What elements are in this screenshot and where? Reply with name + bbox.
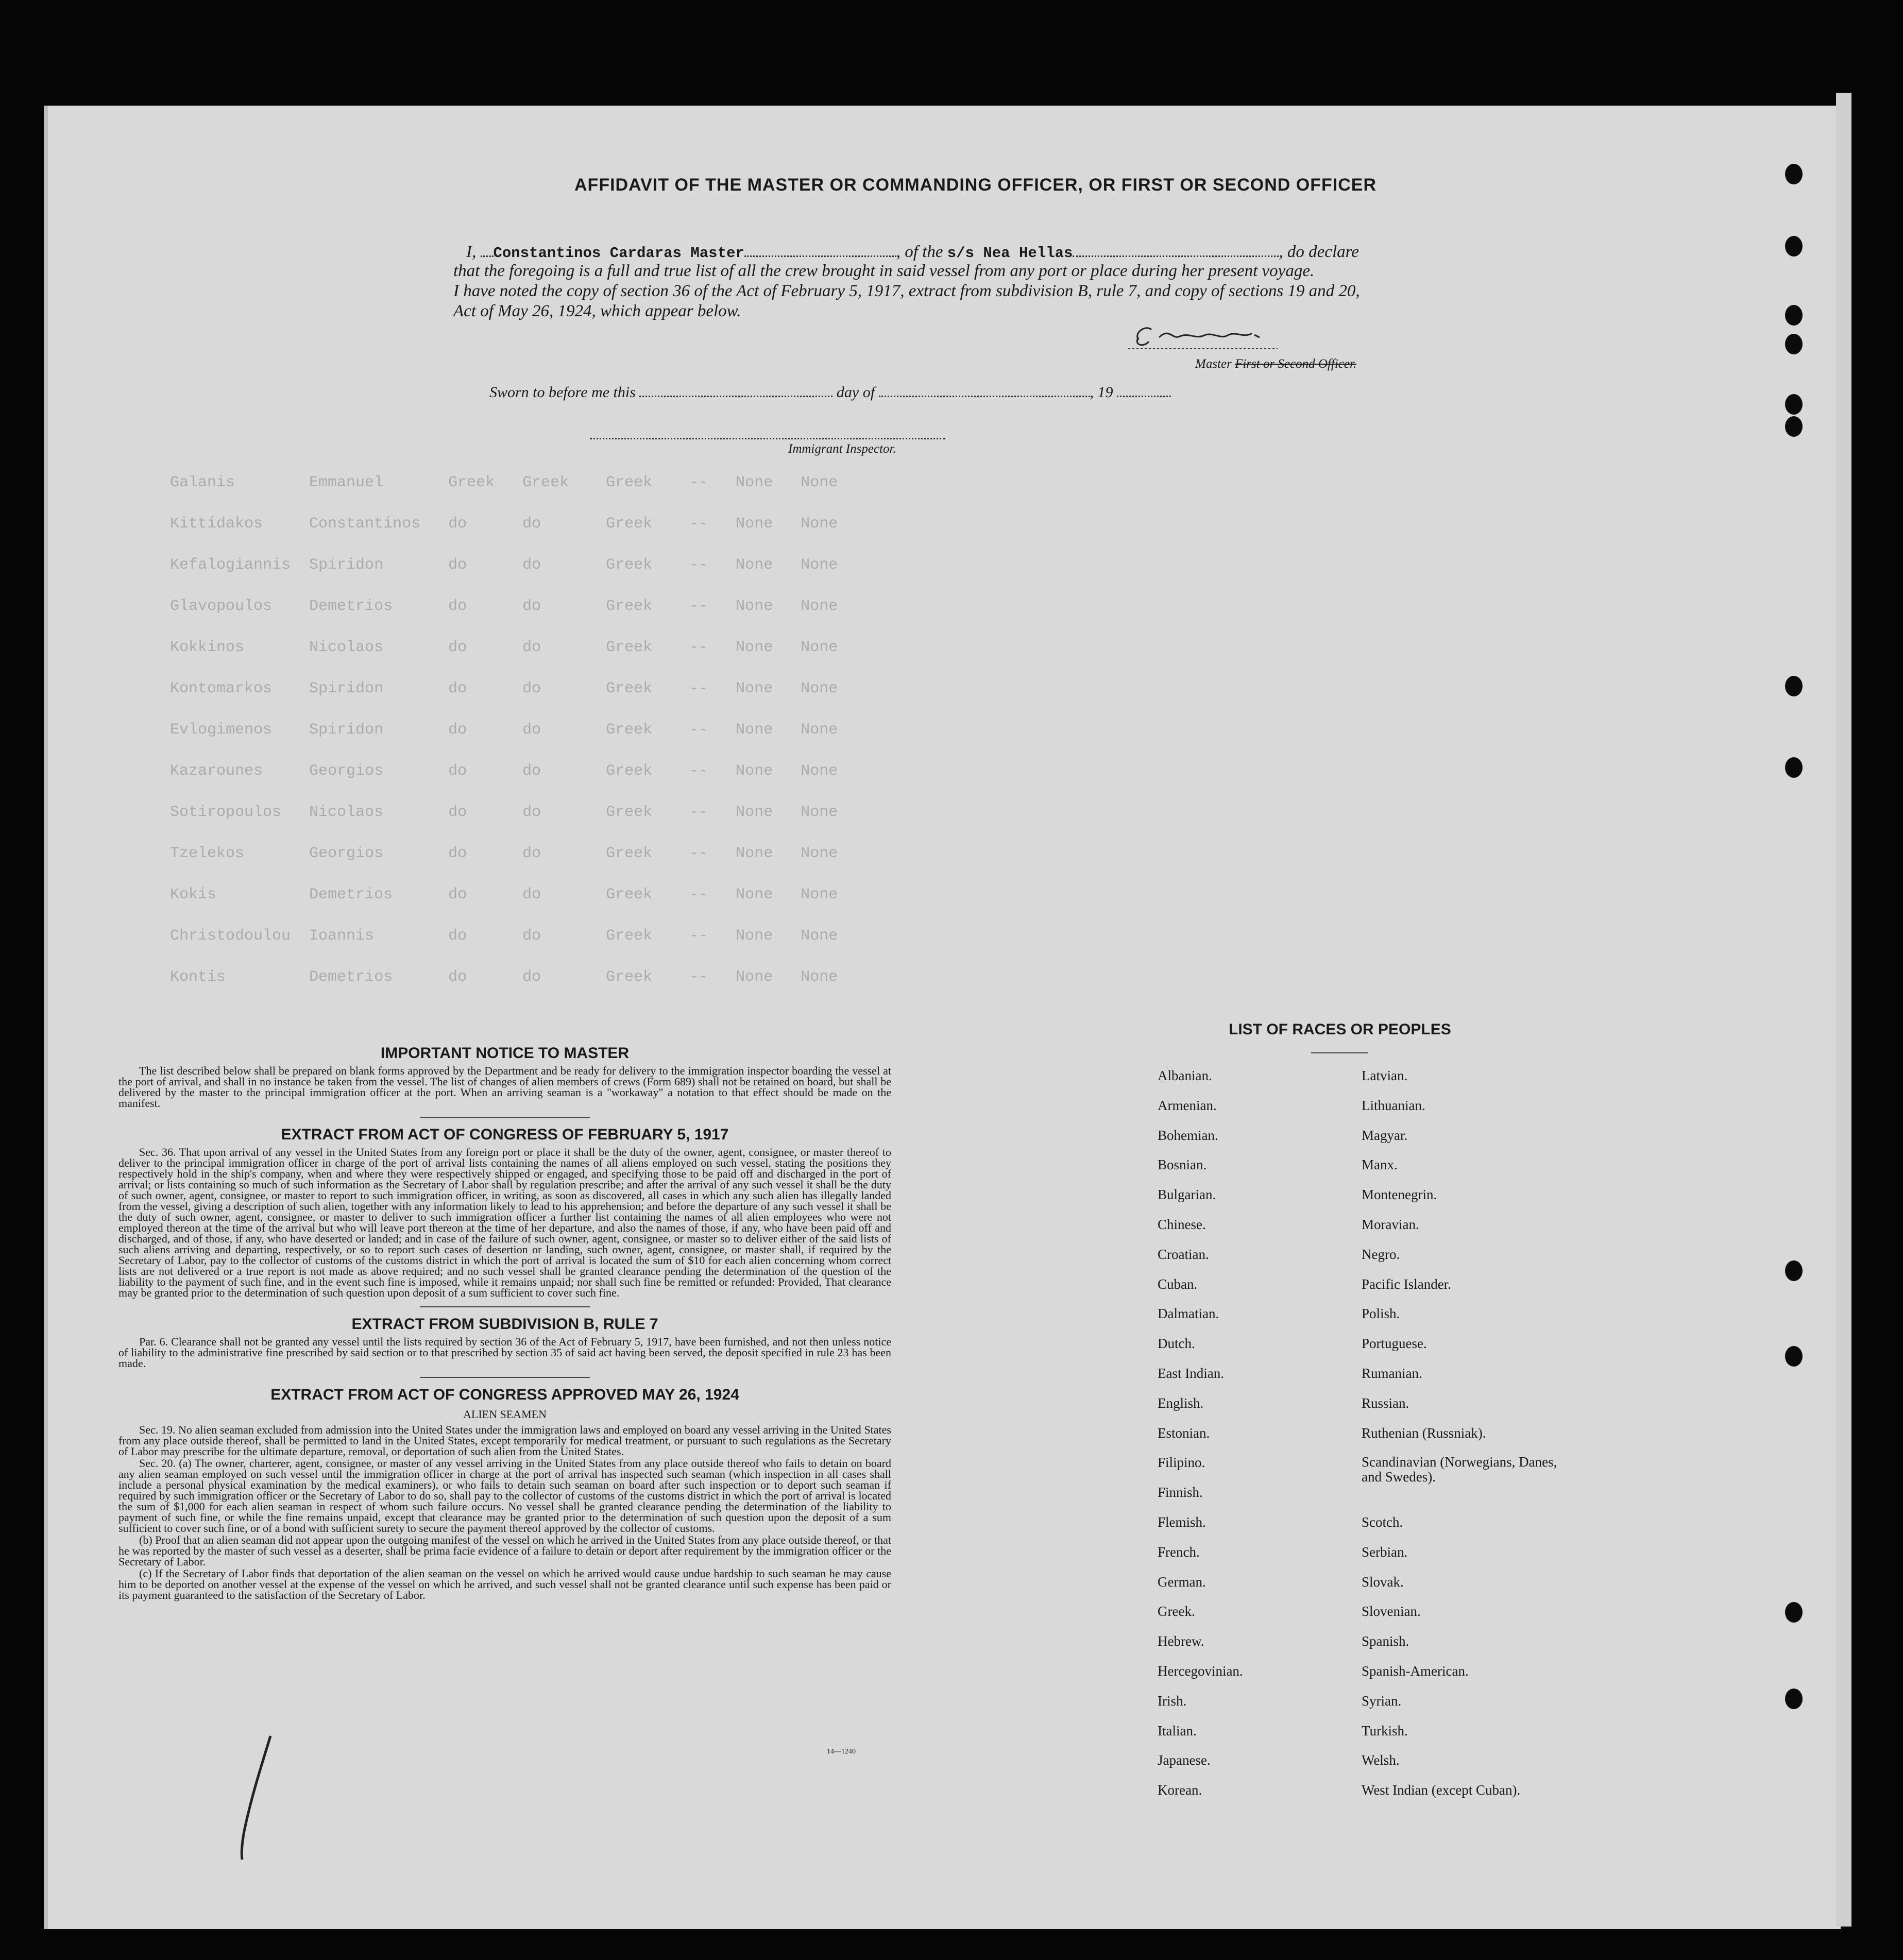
document-page bbox=[44, 106, 1841, 1929]
race-item: Lithuanian. bbox=[1362, 1097, 1425, 1113]
race-item: Ruthenian (Russniak). bbox=[1362, 1425, 1486, 1441]
binding-hole bbox=[1785, 1689, 1803, 1709]
race-item: Japanese. bbox=[1158, 1752, 1211, 1768]
rule7-title: EXTRACT FROM SUBDIVISION B, RULE 7 bbox=[351, 1316, 658, 1333]
race-item: Spanish-American. bbox=[1362, 1663, 1469, 1679]
race-item: Rumanian. bbox=[1362, 1365, 1422, 1381]
race-item: Turkish. bbox=[1362, 1723, 1408, 1739]
race-item: Slovenian. bbox=[1362, 1604, 1421, 1620]
vessel-name: s/s Nea Hellas bbox=[947, 245, 1073, 262]
binding-hole bbox=[1785, 164, 1803, 184]
race-item: Croatian. bbox=[1158, 1246, 1209, 1262]
sec19-text: Sec. 19. No alien seaman excluded from admission into the United States under the immigration laws and employed on board any vessel arriving in the United States from any place outside thereof, shall be permitted to land in the United States, except temporarily for medical treatment, or pursuant to such regulations as the Secretary of Labor may prescribe for the ultimate departure, removal, or deportation of such alien from the United States. bbox=[118, 1423, 891, 1458]
binding-hole bbox=[1785, 1260, 1803, 1281]
bleed-through-row: Kazarounes Georgios do do Greek -- None None bbox=[170, 762, 838, 780]
race-item: Russian. bbox=[1362, 1395, 1409, 1411]
sec20a-text: Sec. 20. (a) The owner, charterer, agent, consignee, or master of any vessel arriving in the United States from any place outside thereof who fails to detain on board any alien seaman employed on such vessel until the immigration officer in charge at the port of arrival has inspected such seaman (which inspection in all cases shall include a personal physical examination by the medical examiners), or who fails to detain such seaman on board after such inspection or to deport such seaman if required by such immigration officer or the Secretary of Labor to do so, shall pay to the collector of customs of the customs district in which the port of arrival is located the sum of $1,000 for each alien seaman in respect of whom such failure occurs. No vessel shall be granted clearance pending the determination of the liability to payment of such fine, or while the fine remains unpaid, except that clearance may be granted prior to the determination of such question upon the deposit of a sum sufficient to cover such fine, or of a bond with sufficient surety to secure the payment thereof approved by the collector of customs. bbox=[118, 1457, 891, 1535]
race-item: Scandinavian (Norwegians, Danes, and Swedes). bbox=[1362, 1454, 1557, 1485]
pencil-mark bbox=[222, 1731, 283, 1865]
divider bbox=[420, 1306, 590, 1307]
sec20c-text: (c) If the Secretary of Labor finds that deportation of the alien seaman on the vessel on which he arrived would cause undue hardship to such seaman he may cause him to be deported on another vessel at the expense of the vessel on which he arrived, and such vessel shall not be granted clearance until such expense has been paid or its payment guaranteed to the satisfaction of the Secretary of Labor. bbox=[118, 1567, 891, 1601]
race-item: Serbian. bbox=[1362, 1544, 1408, 1560]
bleed-through-row: Christodoulou Ioannis do do Greek -- None None bbox=[170, 927, 838, 945]
sec20b-text: (b) Proof that an alien seaman did not appear upon the outgoing manifest of the vessel on which he arrived in the United States from any place outside thereof, or that he was reported by the master of such vessel as a deserter, shall be prima facie evidence of a failure to detain or deport after requirement by the immigration officer or the Secretary of Labor. bbox=[118, 1533, 891, 1568]
rule7-text: Par. 6. Clearance shall not be granted any vessel until the lists required by section 36 of the Act of February 5, 1917, have been furnished, and not then unless notice of liability to the administrative fine prescribed by said section or to that prescribed by section 35 of said act having been served, the deposit specified in rule 23 has been made. bbox=[118, 1335, 891, 1370]
race-item: English. bbox=[1158, 1395, 1204, 1411]
sworn-line: Sworn to before me this day of , 19 bbox=[489, 382, 1171, 401]
alien-seamen-subtitle: ALIEN SEAMEN bbox=[463, 1408, 547, 1421]
race-item: Korean. bbox=[1158, 1782, 1202, 1798]
extract-1917-title: EXTRACT FROM ACT OF CONGRESS OF FEBRUARY 5, 1917 bbox=[281, 1126, 729, 1143]
race-item: Italian. bbox=[1158, 1723, 1197, 1739]
bleed-through-row: Kontis Demetrios do do Greek -- None None bbox=[170, 968, 838, 986]
binding-hole bbox=[1785, 676, 1803, 696]
bleed-through-row: Kittidakos Constantinos do do Greek -- None None bbox=[170, 515, 838, 533]
binding-hole bbox=[1785, 416, 1803, 437]
binding-hole bbox=[1785, 334, 1803, 354]
line-mid: , of the bbox=[896, 243, 943, 261]
race-item: Bosnian. bbox=[1158, 1157, 1207, 1173]
divider bbox=[420, 1377, 590, 1378]
race-item: German. bbox=[1158, 1574, 1206, 1590]
race-item: West Indian (except Cuban). bbox=[1362, 1782, 1521, 1798]
form-number: 14—1240 bbox=[827, 1748, 856, 1756]
binding-hole bbox=[1785, 1602, 1803, 1623]
race-item: Magyar. bbox=[1362, 1127, 1408, 1143]
binding-hole bbox=[1785, 757, 1803, 778]
affidavit-line-3: I have noted the copy of section 36 of the Act of February 5, 1917, extract from subdivision B, rule 7, and copy of sections 19 and 20, bbox=[453, 282, 1360, 300]
line-prefix: I, bbox=[466, 243, 477, 261]
affidavit-line-1 bbox=[466, 242, 1359, 262]
bleed-through-row: Kokkinos Nicolaos do do Greek -- None None bbox=[170, 639, 838, 656]
divider bbox=[420, 1117, 590, 1118]
bleed-through-row: Tzelekos Georgios do do Greek -- None None bbox=[170, 845, 838, 862]
extract-1917-text: Sec. 36. That upon arrival of any vessel in the United States from any foreign port or place it shall be the duty of the owner, agent, consignee, or master thereof to deliver to the principal immigration officer in charge of the port of arrival lists containing the names of all aliens employed on such vessel, stating the positions they respectively hold in the ship's company, when and where they were respectively shipped or engaged, and specifying those to be paid off and discharged in the port of arrival; or lists containing so much of such information as the Secretary of Labor shall by regulation prescribe; and after the arrival of any such vessel it shall be the duty of such owner, agent, consignee, or master to report to such immigration officer, in writing, as soon as discovered, all cases in which any such alien has illegally landed from the vessel, giving a description of such alien, together with any information likely to lead to his apprehension; and before the departure of any such vessel it shall be the duty of such owner, agent, consignee, or master to deliver to such immigration officer a further list containing the names of all alien employees who were not employed thereon at the time of the arrival but who will leave port thereon at the time of her departure, and also the names of those, if any, who have been paid off and discharged, and of those, if any, who have deserted or landed; and in case of the failure of such owner, agent, consignee, or master so to deliver either of the said lists of such aliens arriving and departing, respectively, or so to report such cases of desertion or landing, such owner, agent, consignee, or master shall, if required by the Secretary of Labor, pay to the collector of customs of the customs district in which the port of arrival is located the sum of $10 for each alien concerning whom correct lists are not delivered or a true report is not made as above required; and no such vessel shall be granted clearance pending the determination of the question of the liability to the payment of such fine, and in the event such fine is imposed, while it remains unpaid; nor shall such fine be remitted or refunded: Provided, That clearance may be granted prior to the determination of such question upon deposit of a sum sufficient to cover such fine. bbox=[118, 1146, 891, 1299]
line-suffix: , do declare bbox=[1279, 243, 1359, 261]
race-item: Armenian. bbox=[1158, 1097, 1217, 1113]
notice-section bbox=[118, 1045, 891, 1600]
binding-hole bbox=[1785, 394, 1803, 415]
bleed-through-row: Kontomarkos Spiridon do do Greek -- None None bbox=[170, 680, 838, 697]
races-right-column bbox=[1362, 1068, 1557, 1812]
bleed-through-row: Sotiropoulos Nicolaos do do Greek -- None None bbox=[170, 804, 838, 821]
race-item: Cuban. bbox=[1158, 1276, 1198, 1292]
race-item: Spanish. bbox=[1362, 1633, 1409, 1649]
race-item: Polish. bbox=[1362, 1306, 1400, 1322]
page-edge bbox=[1836, 93, 1851, 1927]
affidavit-line-2: that the foregoing is a full and true list of all the crew brought in said vessel from any port or place during her present voyage. bbox=[453, 262, 1315, 280]
race-item: Greek. bbox=[1158, 1604, 1195, 1620]
race-item: Albanian. bbox=[1158, 1068, 1212, 1083]
race-item: Dalmatian. bbox=[1158, 1306, 1219, 1322]
race-item: Syrian. bbox=[1362, 1693, 1402, 1709]
race-item: Hercegovinian. bbox=[1158, 1663, 1243, 1679]
signer-title: Master First or Second Officer. bbox=[1195, 357, 1357, 371]
race-item: French. bbox=[1158, 1544, 1200, 1560]
binding-hole bbox=[1785, 305, 1803, 326]
binding-hole bbox=[1785, 1346, 1803, 1367]
inspector-line bbox=[590, 438, 945, 439]
race-item: Dutch. bbox=[1158, 1336, 1195, 1352]
race-item: Moravian. bbox=[1362, 1216, 1419, 1232]
binding-hole bbox=[1785, 236, 1803, 257]
notice-title: IMPORTANT NOTICE TO MASTER bbox=[380, 1045, 630, 1062]
bleed-through-row: Kefalogiannis Spiridon do do Greek -- None None bbox=[170, 556, 838, 574]
race-item: Flemish. bbox=[1158, 1514, 1206, 1530]
bleed-through-row: Glavopoulos Demetrios do do Greek -- None None bbox=[170, 598, 838, 615]
race-item: Chinese. bbox=[1158, 1216, 1206, 1232]
bleed-through-row: Galanis Emmanuel Greek Greek Greek -- None None bbox=[170, 474, 838, 491]
race-item: Bulgarian. bbox=[1158, 1187, 1216, 1203]
race-item: Hebrew. bbox=[1158, 1633, 1204, 1649]
races-left-column bbox=[1158, 1068, 1243, 1812]
races-divider bbox=[1311, 1052, 1368, 1053]
race-item: Montenegrin. bbox=[1362, 1187, 1437, 1203]
notice-text: The list described below shall be prepared on blank forms approved by the Department and be ready for delivery to the immigration inspector boarding the vessel at the port of arrival, and shall in no instance be taken from the vessel. The list of changes of alien members of crews (Form 689) shall not be retained on board, but shall be delivered by the master to the principal immigration officer at the port. When an arriving seaman is a "workaway" a notation to that effect should be made on the manifest. bbox=[118, 1064, 891, 1110]
races-title: LIST OF RACES OR PEOPLES bbox=[1229, 1021, 1451, 1038]
inspector-label: Immigrant Inspector. bbox=[788, 442, 896, 456]
bleed-through-row: Evlogimenos Spiridon do do Greek -- None None bbox=[170, 721, 838, 739]
race-item: Bohemian. bbox=[1158, 1127, 1218, 1143]
race-item: Scotch. bbox=[1362, 1514, 1403, 1530]
race-item: Slovak. bbox=[1362, 1574, 1404, 1590]
race-item: Manx. bbox=[1362, 1157, 1398, 1173]
race-item: Welsh. bbox=[1362, 1752, 1400, 1768]
race-item: Finnish. bbox=[1158, 1485, 1203, 1501]
race-item: Portuguese. bbox=[1362, 1336, 1427, 1352]
affidavit-title: AFFIDAVIT OF THE MASTER OR COMMANDING OFFICER, OR FIRST OR SECOND OFFICER bbox=[574, 175, 1377, 195]
extract-1924-title: EXTRACT FROM ACT OF CONGRESS APPROVED MAY 26, 1924 bbox=[270, 1386, 739, 1403]
master-signature bbox=[1123, 317, 1288, 353]
race-item: Latvian. bbox=[1362, 1068, 1408, 1083]
race-item: Irish. bbox=[1158, 1693, 1187, 1709]
race-item: Estonian. bbox=[1158, 1425, 1210, 1441]
race-item: Negro. bbox=[1362, 1246, 1400, 1262]
race-item: East Indian. bbox=[1158, 1365, 1224, 1381]
master-name: Constantinos Cardaras Master bbox=[493, 245, 744, 262]
bleed-through-row: Kokis Demetrios do do Greek -- None None bbox=[170, 886, 838, 904]
race-item: Pacific Islander. bbox=[1362, 1276, 1451, 1292]
affidavit-line-4: Act of May 26, 1924, which appear below. bbox=[453, 302, 741, 320]
race-item: Filipino. bbox=[1158, 1455, 1205, 1471]
